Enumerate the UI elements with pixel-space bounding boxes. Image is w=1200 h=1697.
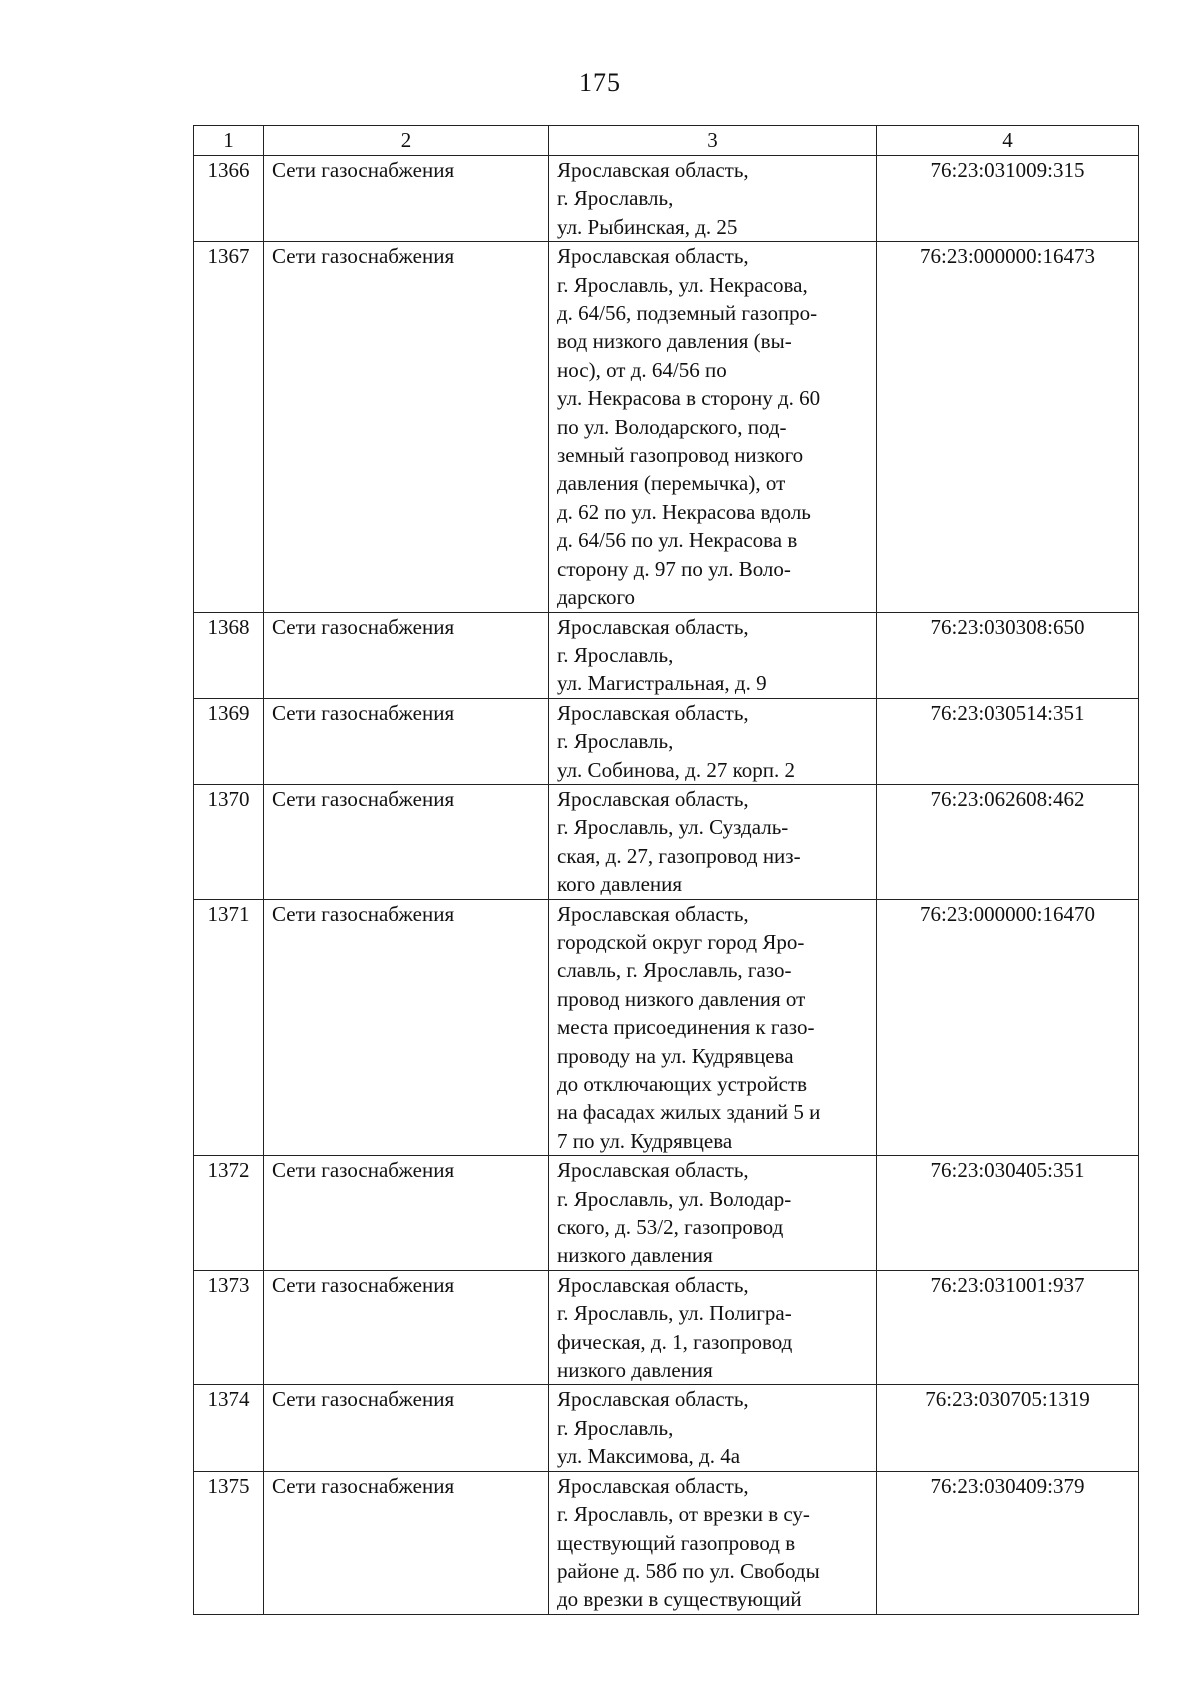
address-line: г. Ярославль, ул. Володар- xyxy=(557,1186,792,1211)
cadastral-number-cell: 76:23:000000:16470 xyxy=(877,899,1139,1156)
row-number-cell: 1374 xyxy=(194,1385,264,1471)
address-line: кого давления xyxy=(557,872,683,897)
address-line: городской округ город Яро- xyxy=(557,929,805,954)
address-cell xyxy=(549,612,877,698)
address-line: Ярославская область, xyxy=(557,700,749,725)
column-header: 3 xyxy=(549,126,877,156)
address-line: фическая, д. 1, газопровод xyxy=(557,1329,793,1354)
address-line: дарского xyxy=(557,585,636,610)
cadastral-number-cell: 76:23:000000:16473 xyxy=(877,242,1139,612)
address-line: ул. Некрасова в сторону д. 60 xyxy=(557,386,821,411)
address-line: по ул. Володарского, под- xyxy=(557,414,787,439)
row-number-cell: 1372 xyxy=(194,1156,264,1271)
table-body xyxy=(194,156,1139,1615)
address-line: места присоединения к газо- xyxy=(557,1015,815,1040)
object-name-cell: Сети газоснабжения xyxy=(264,242,549,612)
object-name-cell: Сети газоснабжения xyxy=(264,899,549,1156)
address-line: Ярославская область, xyxy=(557,1158,749,1183)
address-cell xyxy=(549,242,877,612)
address-line: г. Ярославль, xyxy=(557,186,674,211)
table-row xyxy=(194,698,1139,784)
address-cell xyxy=(549,1471,877,1614)
table-row xyxy=(194,1385,1139,1471)
column-header: 4 xyxy=(877,126,1139,156)
address-line: ул. Собинова, д. 27 корп. 2 xyxy=(557,757,795,782)
cadastral-number-cell: 76:23:030705:1319 xyxy=(877,1385,1139,1471)
address-line: Ярославская область, xyxy=(557,244,749,269)
registry-table xyxy=(193,125,1139,1615)
page-number: 175 xyxy=(579,68,621,97)
address-line: 7 по ул. Кудрявцева xyxy=(557,1128,733,1153)
cadastral-number-cell: 76:23:031001:937 xyxy=(877,1270,1139,1385)
address-line: г. Ярославль, ул. Некрасова, xyxy=(557,272,808,297)
address-line: на фасадах жилых зданий 5 и xyxy=(557,1100,821,1125)
address-cell xyxy=(549,698,877,784)
address-cell xyxy=(549,899,877,1156)
cadastral-number-cell: 76:23:030409:379 xyxy=(877,1471,1139,1614)
table-row xyxy=(194,899,1139,1156)
address-line: д. 62 по ул. Некрасова вдоль xyxy=(557,499,811,524)
table-row xyxy=(194,242,1139,612)
object-name-cell: Сети газоснабжения xyxy=(264,698,549,784)
cadastral-number-cell: 76:23:031009:315 xyxy=(877,156,1139,242)
row-number-cell: 1371 xyxy=(194,899,264,1156)
address-line: Ярославская область, xyxy=(557,901,749,926)
address-line: провод низкого давления от xyxy=(557,986,806,1011)
address-cell xyxy=(549,1385,877,1471)
object-name-cell: Сети газоснабжения xyxy=(264,156,549,242)
address-line: земный газопровод низкого xyxy=(557,443,804,468)
address-line: Ярославская область, xyxy=(557,1387,749,1412)
address-cell xyxy=(549,1270,877,1385)
address-line: проводу на ул. Кудрявцева xyxy=(557,1043,794,1068)
address-line: ул. Магистральная, д. 9 xyxy=(557,671,767,696)
cadastral-number-cell: 76:23:030405:351 xyxy=(877,1156,1139,1271)
table-row xyxy=(194,612,1139,698)
table-row xyxy=(194,1156,1139,1271)
table-row xyxy=(194,784,1139,899)
row-number-cell: 1375 xyxy=(194,1471,264,1614)
address-line: ская, д. 27, газопровод низ- xyxy=(557,843,801,868)
address-line: давления (перемычка), от xyxy=(557,471,786,496)
address-line: ул. Рыбинская, д. 25 xyxy=(557,214,738,239)
address-line: г. Ярославль, ул. Полигра- xyxy=(557,1301,792,1326)
address-line: до отключающих устройств xyxy=(557,1072,808,1096)
address-cell xyxy=(549,1156,877,1271)
object-name-cell: Сети газоснабжения xyxy=(264,1270,549,1385)
cadastral-number-cell: 76:23:030514:351 xyxy=(877,698,1139,784)
row-number-cell: 1367 xyxy=(194,242,264,612)
cadastral-number-cell: 76:23:062608:462 xyxy=(877,784,1139,899)
address-line: Ярославская область, xyxy=(557,158,749,182)
address-line: вод низкого давления (вы- xyxy=(557,329,792,354)
address-line: ул. Максимова, д. 4а xyxy=(557,1444,741,1469)
table-row xyxy=(194,1471,1139,1614)
address-line: Ярославская область, xyxy=(557,1473,749,1498)
row-number-cell: 1370 xyxy=(194,784,264,899)
address-line: низкого давления xyxy=(557,1243,713,1268)
address-line: ского, д. 53/2, газопровод xyxy=(557,1215,784,1240)
column-header: 2 xyxy=(264,126,549,156)
address-line: г. Ярославль, от врезки в су- xyxy=(557,1502,810,1527)
object-name-cell: Сети газоснабжения xyxy=(264,612,549,698)
row-number-cell: 1373 xyxy=(194,1270,264,1385)
column-header: 1 xyxy=(194,126,264,156)
row-number-cell: 1366 xyxy=(194,156,264,242)
address-line: низкого давления xyxy=(557,1358,713,1383)
table-row xyxy=(194,156,1139,242)
address-cell xyxy=(549,156,877,242)
object-name-cell: Сети газоснабжения xyxy=(264,1471,549,1614)
row-number-cell: 1369 xyxy=(194,698,264,784)
address-cell xyxy=(549,784,877,899)
address-line: д. 64/56, подземный газопро- xyxy=(557,301,818,326)
address-line: Ярославская область, xyxy=(557,1272,749,1297)
address-line: ществующий газопровод в xyxy=(557,1530,796,1555)
address-line: г. Ярославль, ул. Суздаль- xyxy=(557,815,789,840)
column-number-row xyxy=(194,126,1139,156)
object-name-cell: Сети газоснабжения xyxy=(264,1156,549,1271)
address-line: г. Ярославль, xyxy=(557,729,674,754)
address-line: до врезки в существующий xyxy=(557,1587,802,1612)
address-line: сторону д. 97 по ул. Воло- xyxy=(557,556,791,581)
row-number-cell: 1368 xyxy=(194,612,264,698)
table-row xyxy=(194,1270,1139,1385)
cadastral-number-cell: 76:23:030308:650 xyxy=(877,612,1139,698)
address-line: нос), от д. 64/56 по xyxy=(557,357,727,382)
address-line: г. Ярославль, xyxy=(557,1415,674,1440)
address-line: славль, г. Ярославль, газо- xyxy=(557,958,792,983)
object-name-cell: Сети газоснабжения xyxy=(264,1385,549,1471)
address-line: д. 64/56 по ул. Некрасова в xyxy=(557,528,798,553)
address-line: Ярославская область, xyxy=(557,614,749,639)
object-name-cell: Сети газоснабжения xyxy=(264,784,549,899)
address-line: районе д. 58б по ул. Свободы xyxy=(557,1558,820,1583)
address-line: г. Ярославль, xyxy=(557,642,674,667)
address-line: Ярославская область, xyxy=(557,786,749,811)
